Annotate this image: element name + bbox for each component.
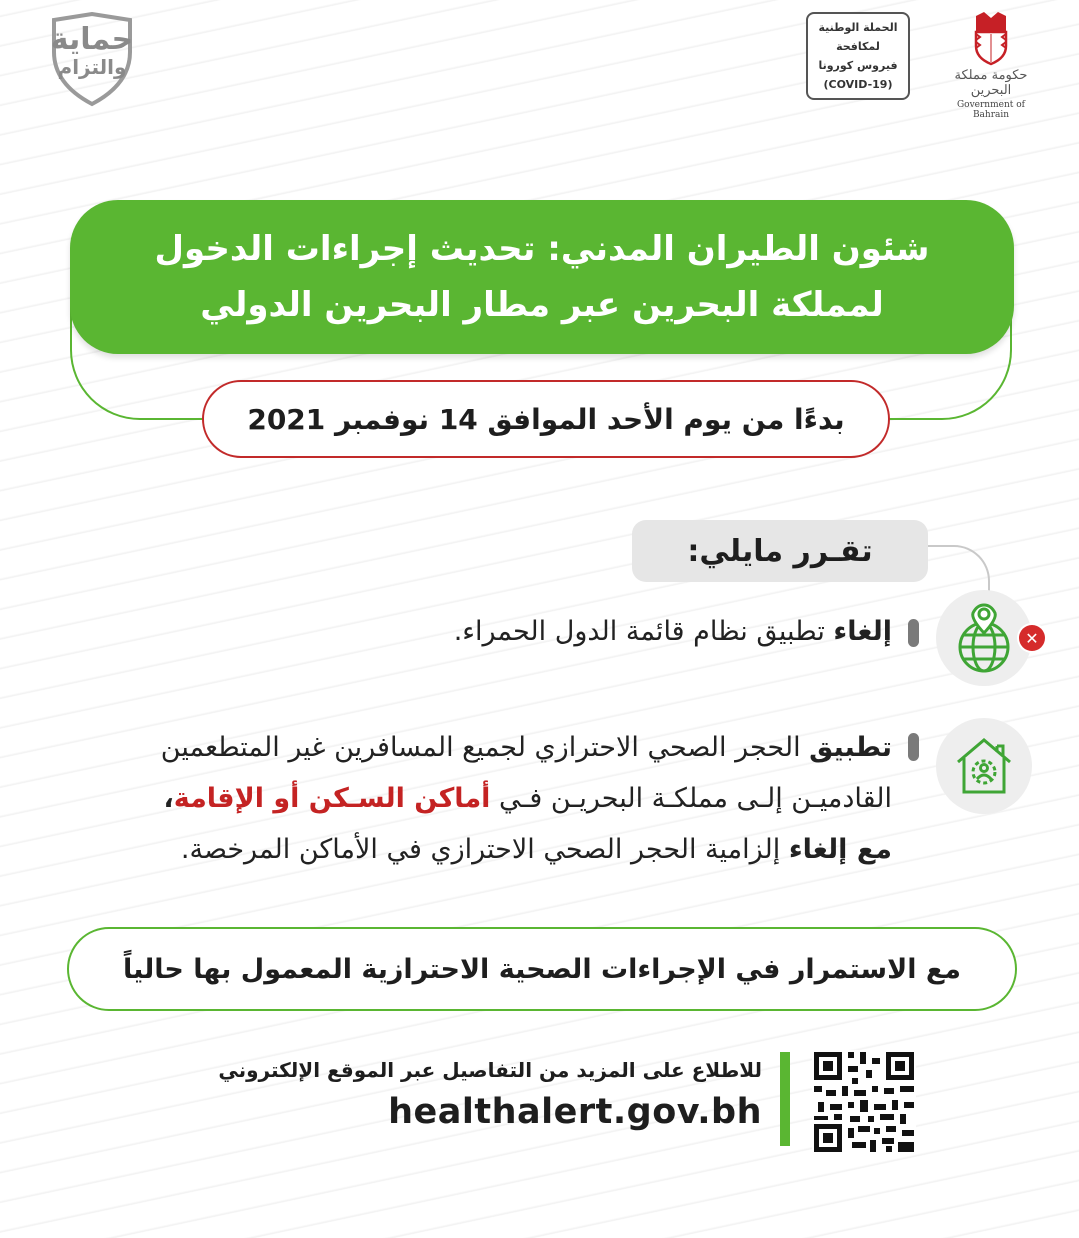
item1-bold: إلغاء <box>833 616 892 647</box>
covid-campaign-badge <box>806 12 910 100</box>
footer-label: للاطلاع على المزيد من التفاصيل عبر الموقع الإلكتروني <box>218 1058 762 1082</box>
item2-bullet-bar <box>908 733 919 761</box>
headline-banner <box>70 200 1014 354</box>
item2-line2-highlight: أماكن السـكن أو الإقامة <box>173 783 491 814</box>
globe-pin-icon <box>951 603 1017 673</box>
qr-code-icon <box>812 1050 916 1154</box>
continue-measures-pill <box>67 927 1017 1011</box>
continue-measures-text: مع الاستمرار في الإجراءات الصحية الاحترازية المعمول بها حالياً <box>122 953 962 985</box>
item2-line1 <box>60 722 892 773</box>
item1-text <box>200 612 892 652</box>
house-person-icon <box>953 736 1015 796</box>
campaign-logo-text <box>44 24 140 78</box>
effective-date-pill <box>202 380 890 458</box>
government-logo-english: Government of Bahrain <box>956 100 1025 120</box>
effective-date-text: بدءًا من يوم الأحد الموافق 14 نوفمبر 2021 <box>247 402 845 436</box>
item2-line1-rest: الحجر الصحي الاحترازي لجميع المسافرين غير المتطعمين <box>160 732 810 763</box>
covid-badge-line1: الحملة الوطنية <box>818 21 898 34</box>
qr-code[interactable] <box>812 1050 916 1154</box>
item2-line2-end: ، <box>163 783 174 814</box>
item2-line2 <box>60 773 892 824</box>
item2-line1-bold: تطبيق <box>809 732 892 763</box>
government-logo-arabic: حكومة مملكة البحرين <box>954 68 1028 98</box>
item2-line3-bold: مع إلغاء <box>788 834 892 865</box>
government-logo <box>938 10 1044 120</box>
covid-badge-line4: (COVID-19) <box>823 78 893 91</box>
decision-label-pill <box>632 520 928 582</box>
item2-line3-rest: إلزامية الحجر الصحي الاحترازي في الأماكن المرخصة. <box>180 834 789 865</box>
footer-divider <box>780 1052 790 1146</box>
item1-bullet-bar <box>908 619 919 647</box>
item2-text <box>60 722 892 875</box>
house-icon-circle <box>936 718 1032 814</box>
headline-line1: شئون الطيران المدني: تحديث إجراءات الدخول <box>154 229 930 269</box>
campaign-logo-line1: حماية <box>50 22 134 57</box>
globe-icon-circle <box>936 590 1032 686</box>
website-link[interactable]: healthalert.gov.bh <box>388 1092 762 1132</box>
covid-badge-line2: لمكافحة <box>836 40 880 53</box>
item1-rest: تطبيق نظام قائمة الدول الحمراء. <box>453 616 834 647</box>
close-badge-icon: ✕ <box>1019 625 1045 651</box>
decision-label: تقـرر مايلي: <box>687 533 873 569</box>
item2-line2-start: القادميـن إلـى مملكـة البحريـن فـي <box>490 783 892 814</box>
item2-line3 <box>60 824 892 875</box>
headline-line2: لمملكة البحرين عبر مطار البحرين الدولي <box>200 285 884 325</box>
campaign-logo-line2: والتزام <box>57 55 127 79</box>
covid-badge-line3: فيروس كورونا <box>818 59 898 72</box>
bahrain-emblem-icon <box>966 10 1016 66</box>
